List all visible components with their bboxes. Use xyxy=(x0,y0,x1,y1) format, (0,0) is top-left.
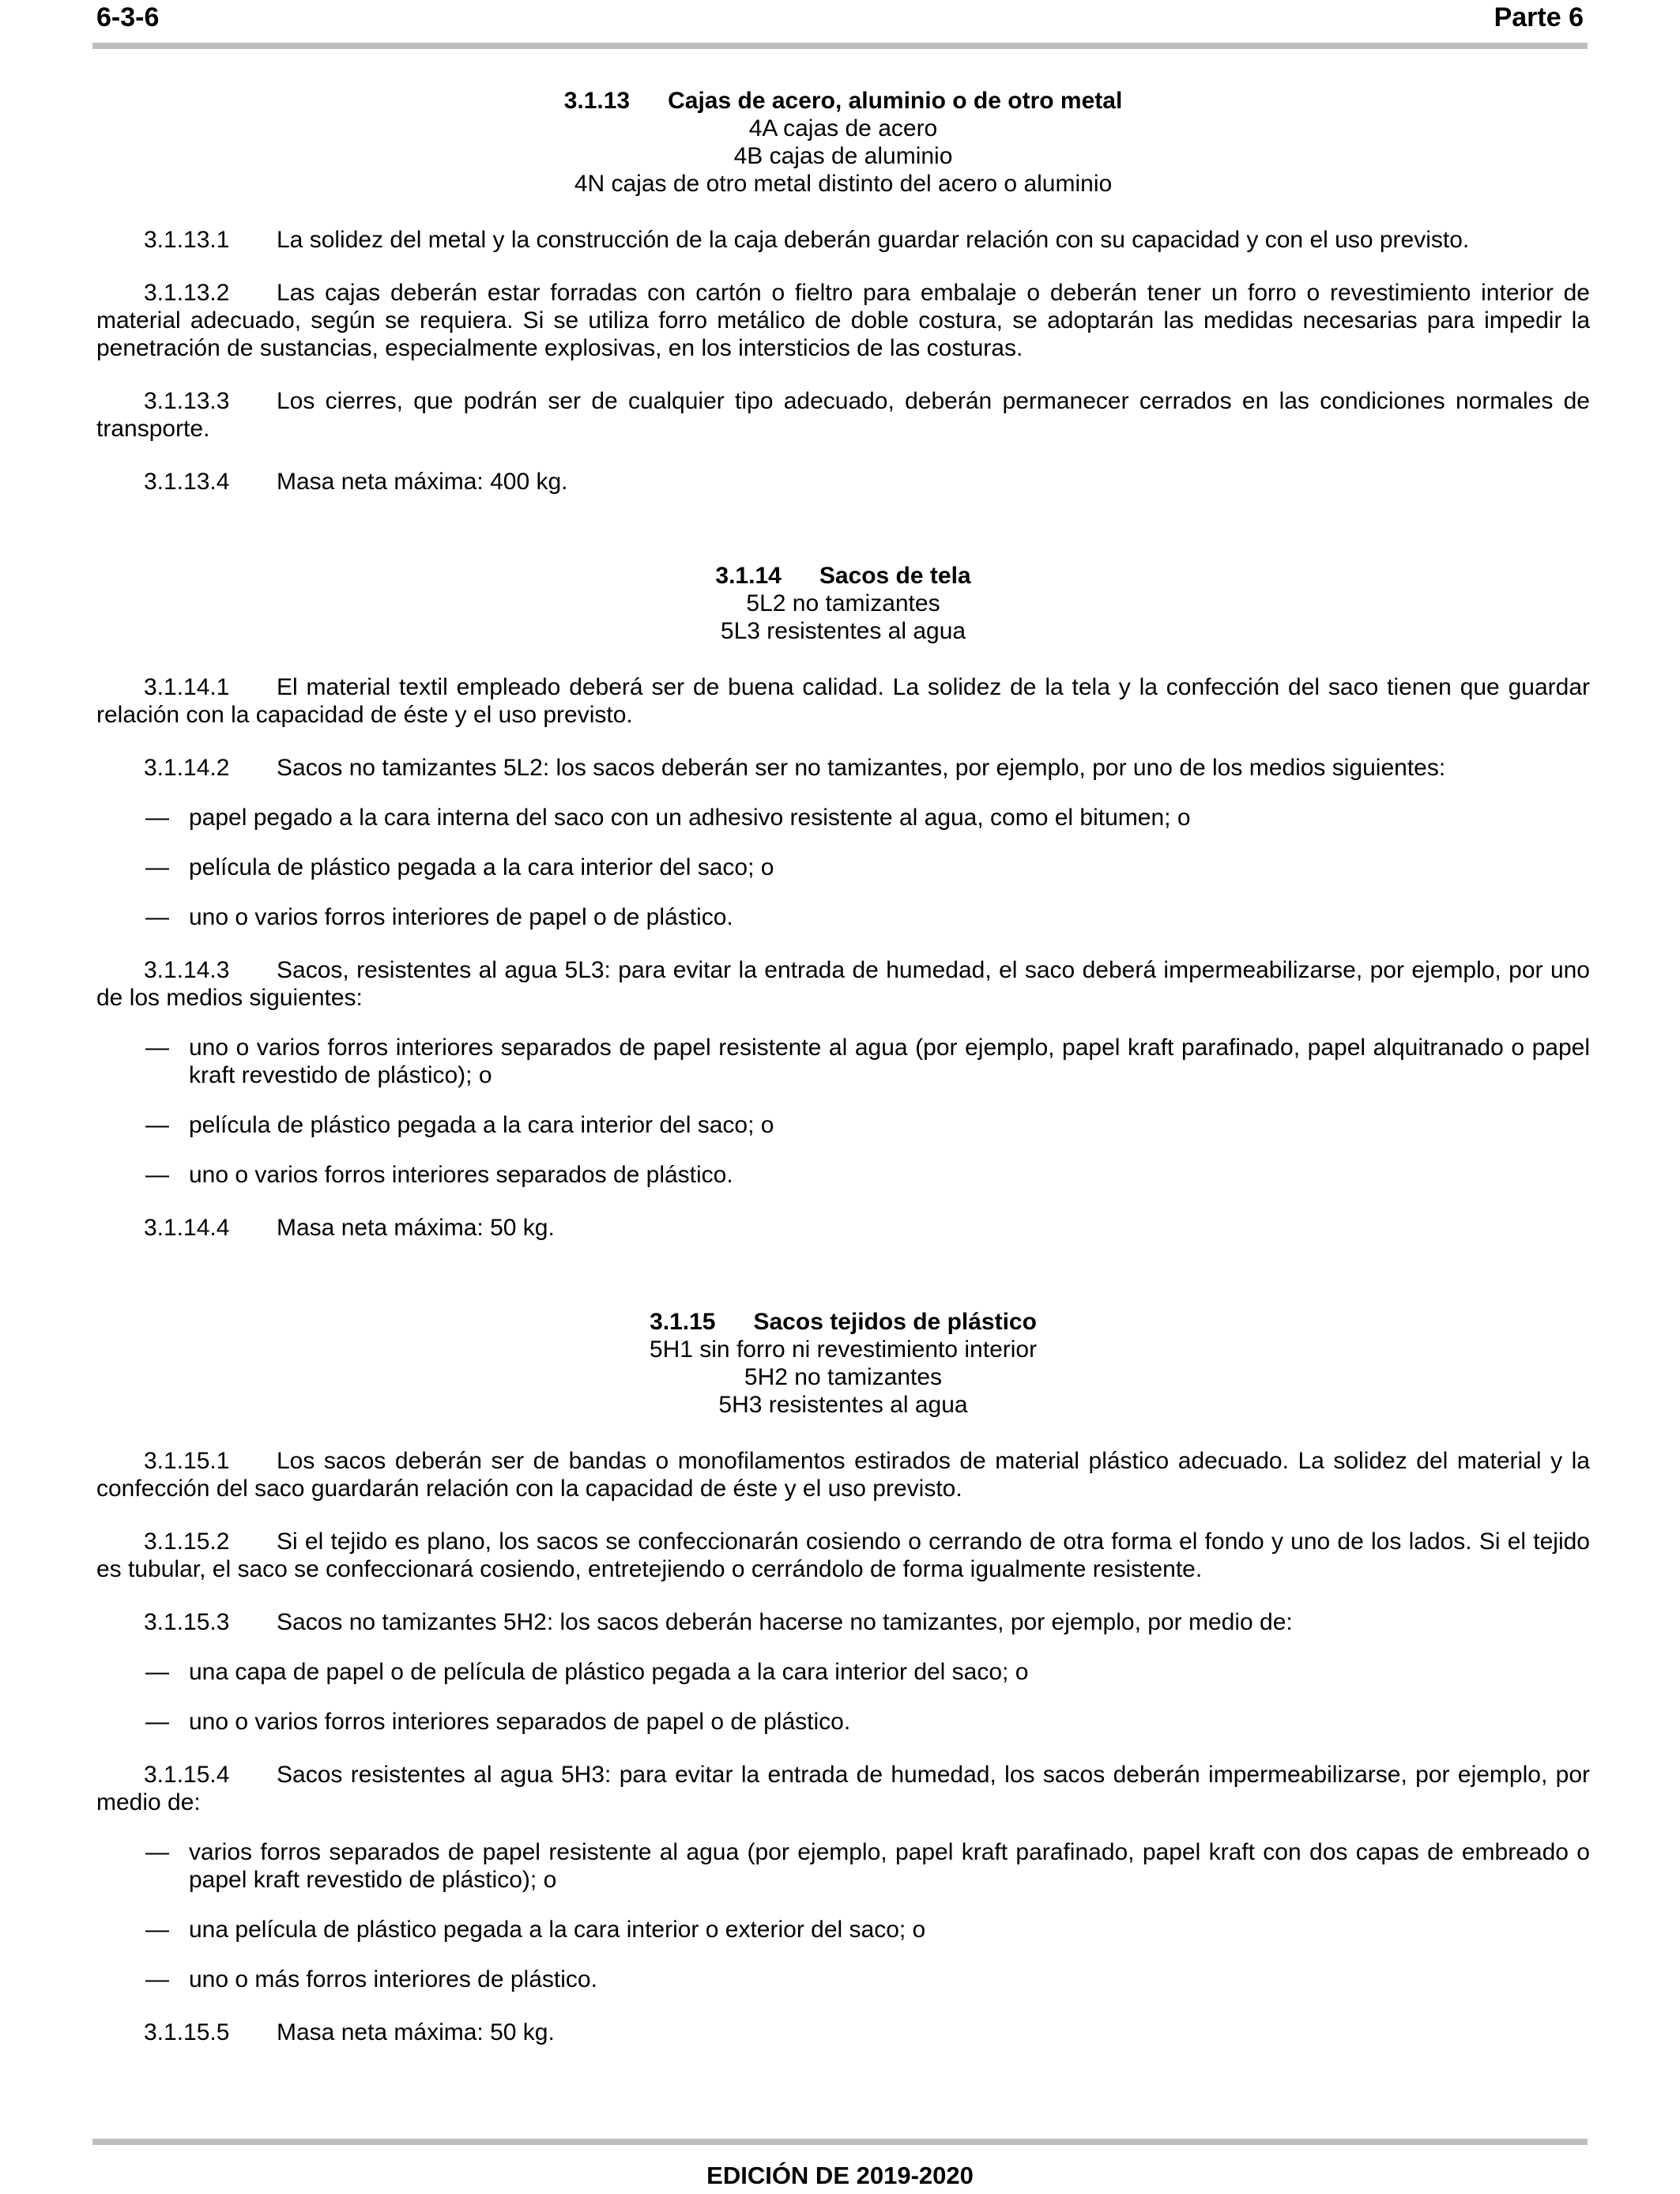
section-heading-3-1-14 xyxy=(96,562,1590,645)
paragraph-text: Los sacos deberán ser de bandas o monofilamentos estirados de material plástico adecuado. La solidez del material y la confección del saco guardarán relación con la capacidad de éste y el uso previsto. xyxy=(96,1448,1590,1502)
paragraph-number: 3.1.15.4 xyxy=(144,1762,230,1788)
paragraph-text: El material textil empleado deberá ser de buena calidad. La solidez de la tela y la confección del saco tienen que guardar relación con la capacidad de éste y el uso previsto. xyxy=(96,674,1590,728)
paragraph-text: Masa neta máxima: 50 kg. xyxy=(277,1215,555,1241)
paragraph-3-1-15-2 xyxy=(96,1528,1590,1583)
paragraph-3-1-14-4 xyxy=(96,1214,1590,1242)
dash-bullet: — xyxy=(145,854,169,880)
paragraph-3-1-13-1 xyxy=(96,226,1590,254)
paragraph-number: 3.1.13.1 xyxy=(144,227,230,253)
paragraph-3-1-14-2 xyxy=(96,754,1590,782)
dash-bullet: — xyxy=(145,1035,169,1061)
paragraph-text: Los cierres, que podrán ser de cualquier tipo adecuado, deberán permanecer cerrados en las condiciones normales de transporte. xyxy=(96,388,1590,442)
paragraph-number: 3.1.13.4 xyxy=(144,469,230,495)
section-subtitle: 5L2 no tamizantes xyxy=(746,590,940,616)
paragraph-number: 3.1.13.3 xyxy=(144,388,230,414)
section-heading-3-1-15 xyxy=(96,1308,1590,1419)
list-item: — uno o varios forros interiores separados de papel o de plástico. xyxy=(145,1709,851,1735)
dash-bullet: — xyxy=(145,1112,169,1138)
part-label: Parte 6 xyxy=(1494,2,1584,32)
section-title: Cajas de acero, aluminio o de otro metal xyxy=(668,88,1123,114)
section-subtitle: 5H1 sin forro ni revestimiento interior xyxy=(649,1336,1038,1363)
footer-rule xyxy=(92,2139,1588,2145)
list-item: — uno o varios forros interiores separados de papel resistente al agua (por ejemplo, papel kraft parafinado, papel alquitranado o papel kraft revestido de plástico); o xyxy=(145,1035,1590,1088)
paragraph-3-1-15-5 xyxy=(96,2019,1590,2046)
section-subtitle: 4B cajas de aluminio xyxy=(733,143,953,169)
section-subtitle: 4A cajas de acero xyxy=(748,115,938,141)
paragraph-number: 3.1.15.5 xyxy=(144,2019,230,2045)
section-subtitle: 4N cajas de otro metal distinto del acero o aluminio xyxy=(574,171,1113,197)
paragraph-number: 3.1.15.2 xyxy=(144,1529,230,1555)
paragraph-number: 3.1.14.4 xyxy=(144,1215,230,1241)
paragraph-3-1-13-4 xyxy=(96,468,1590,496)
paragraph-text: Masa neta máxima: 50 kg. xyxy=(277,2019,555,2045)
paragraph-text: Masa neta máxima: 400 kg. xyxy=(277,469,568,495)
list-item: — uno o varios forros interiores separados de plástico. xyxy=(145,1162,733,1188)
section-subtitle: 5L3 resistentes al agua xyxy=(720,618,966,644)
list-item: — película de plástico pegada a la cara interior del saco; o xyxy=(145,1112,774,1138)
page-number: 6-3-6 xyxy=(96,2,160,32)
paragraph-number: 3.1.14.2 xyxy=(144,755,230,781)
edition-footer: EDICIÓN DE 2019-2020 xyxy=(706,2162,974,2189)
section-title: Sacos de tela xyxy=(819,563,971,589)
paragraph-number: 3.1.15.1 xyxy=(144,1448,230,1474)
dash-bullet: — xyxy=(145,1917,169,1943)
paragraph-3-1-13-2 xyxy=(96,279,1590,362)
dash-bullet: — xyxy=(145,1162,169,1188)
page-content xyxy=(96,87,1590,2046)
section-subtitle: 5H3 resistentes al agua xyxy=(718,1392,968,1418)
list-item: — una capa de papel o de película de plástico pegada a la cara interior del saco; o xyxy=(145,1659,1029,1685)
header-rule xyxy=(92,43,1588,49)
paragraph-number: 3.1.14.1 xyxy=(144,674,230,700)
list-item: — varios forros separados de papel resistente al agua (por ejemplo, papel kraft parafinado, papel kraft con dos capas de embreado o papel kraft revestido de plástico); o xyxy=(145,1839,1590,1893)
page-header xyxy=(96,0,1584,41)
dash-bullet: — xyxy=(145,1839,169,1865)
paragraph-text: Sacos resistentes al agua 5H3: para evitar la entrada de humedad, los sacos deberán impermeabilizarse, por ejemplo, por medio de: xyxy=(96,1762,1590,1815)
paragraph-text: Las cajas deberán estar forradas con cartón o fieltro para embalaje o deberán tener un forro o revestimiento interior de material adecuado, según se requiera. Si se utiliza forro metálico de doble costura, se adoptarán las medidas necesarias para impedir la penetración de sustancias, especialmente explosivas, en los intersticios de las costuras. xyxy=(96,280,1590,361)
list-item: — uno o más forros interiores de plástico. xyxy=(145,1966,597,1992)
paragraph-3-1-14-1 xyxy=(96,673,1590,729)
paragraph-3-1-14-3 xyxy=(96,956,1590,1012)
list-item: — papel pegado a la cara interna del saco con un adhesivo resistente al agua, como el bitumen; o xyxy=(145,805,1191,831)
list-item: — película de plástico pegada a la cara interior del saco; o xyxy=(145,854,774,880)
paragraph-text: Sacos no tamizantes 5H2: los sacos deberán hacerse no tamizantes, por ejemplo, por medio de: xyxy=(277,1609,1293,1635)
paragraph-text: La solidez del metal y la construcción de la caja deberán guardar relación con su capacidad y con el uso previsto. xyxy=(277,227,1470,253)
paragraph-text: Si el tejido es plano, los sacos se confeccionarán cosiendo o cerrando de otra forma el fondo y uno de los lados. Si el tejido es tubular, el saco se confeccionará cosiendo, entretejiendo o cerrándolo de forma igualmente resistente. xyxy=(96,1529,1590,1582)
paragraph-number: 3.1.13.2 xyxy=(144,280,230,306)
list-item: — uno o varios forros interiores de papel o de plástico. xyxy=(145,904,733,930)
section-number: 3.1.13 xyxy=(563,88,631,114)
list-item: — una película de plástico pegada a la cara interior o exterior del saco; o xyxy=(145,1917,926,1943)
paragraph-3-1-13-3 xyxy=(96,387,1590,443)
dash-bullet: — xyxy=(145,1966,169,1992)
section-subtitle: 5H2 no tamizantes xyxy=(744,1364,943,1390)
paragraph-text: Sacos, resistentes al agua 5L3: para evitar la entrada de humedad, el saco deberá impermeabilizarse, por ejemplo, por uno de los medios siguientes: xyxy=(96,957,1590,1011)
dash-bullet: — xyxy=(145,805,169,831)
paragraph-3-1-15-3 xyxy=(96,1608,1590,1636)
dash-bullet: — xyxy=(145,1659,169,1685)
paragraph-number: 3.1.14.3 xyxy=(144,957,230,983)
dash-bullet: — xyxy=(145,904,169,930)
section-title: Sacos tejidos de plástico xyxy=(753,1309,1037,1335)
paragraph-number: 3.1.15.3 xyxy=(144,1609,230,1635)
paragraph-text: Sacos no tamizantes 5L2: los sacos deberán ser no tamizantes, por ejemplo, por uno de los medios siguientes: xyxy=(277,755,1446,781)
paragraph-3-1-15-4 xyxy=(96,1761,1590,1816)
paragraph-3-1-15-1 xyxy=(96,1447,1590,1502)
section-number: 3.1.14 xyxy=(715,563,782,589)
section-heading-3-1-13 xyxy=(96,87,1590,198)
dash-bullet: — xyxy=(145,1709,169,1735)
section-number: 3.1.15 xyxy=(650,1309,716,1335)
